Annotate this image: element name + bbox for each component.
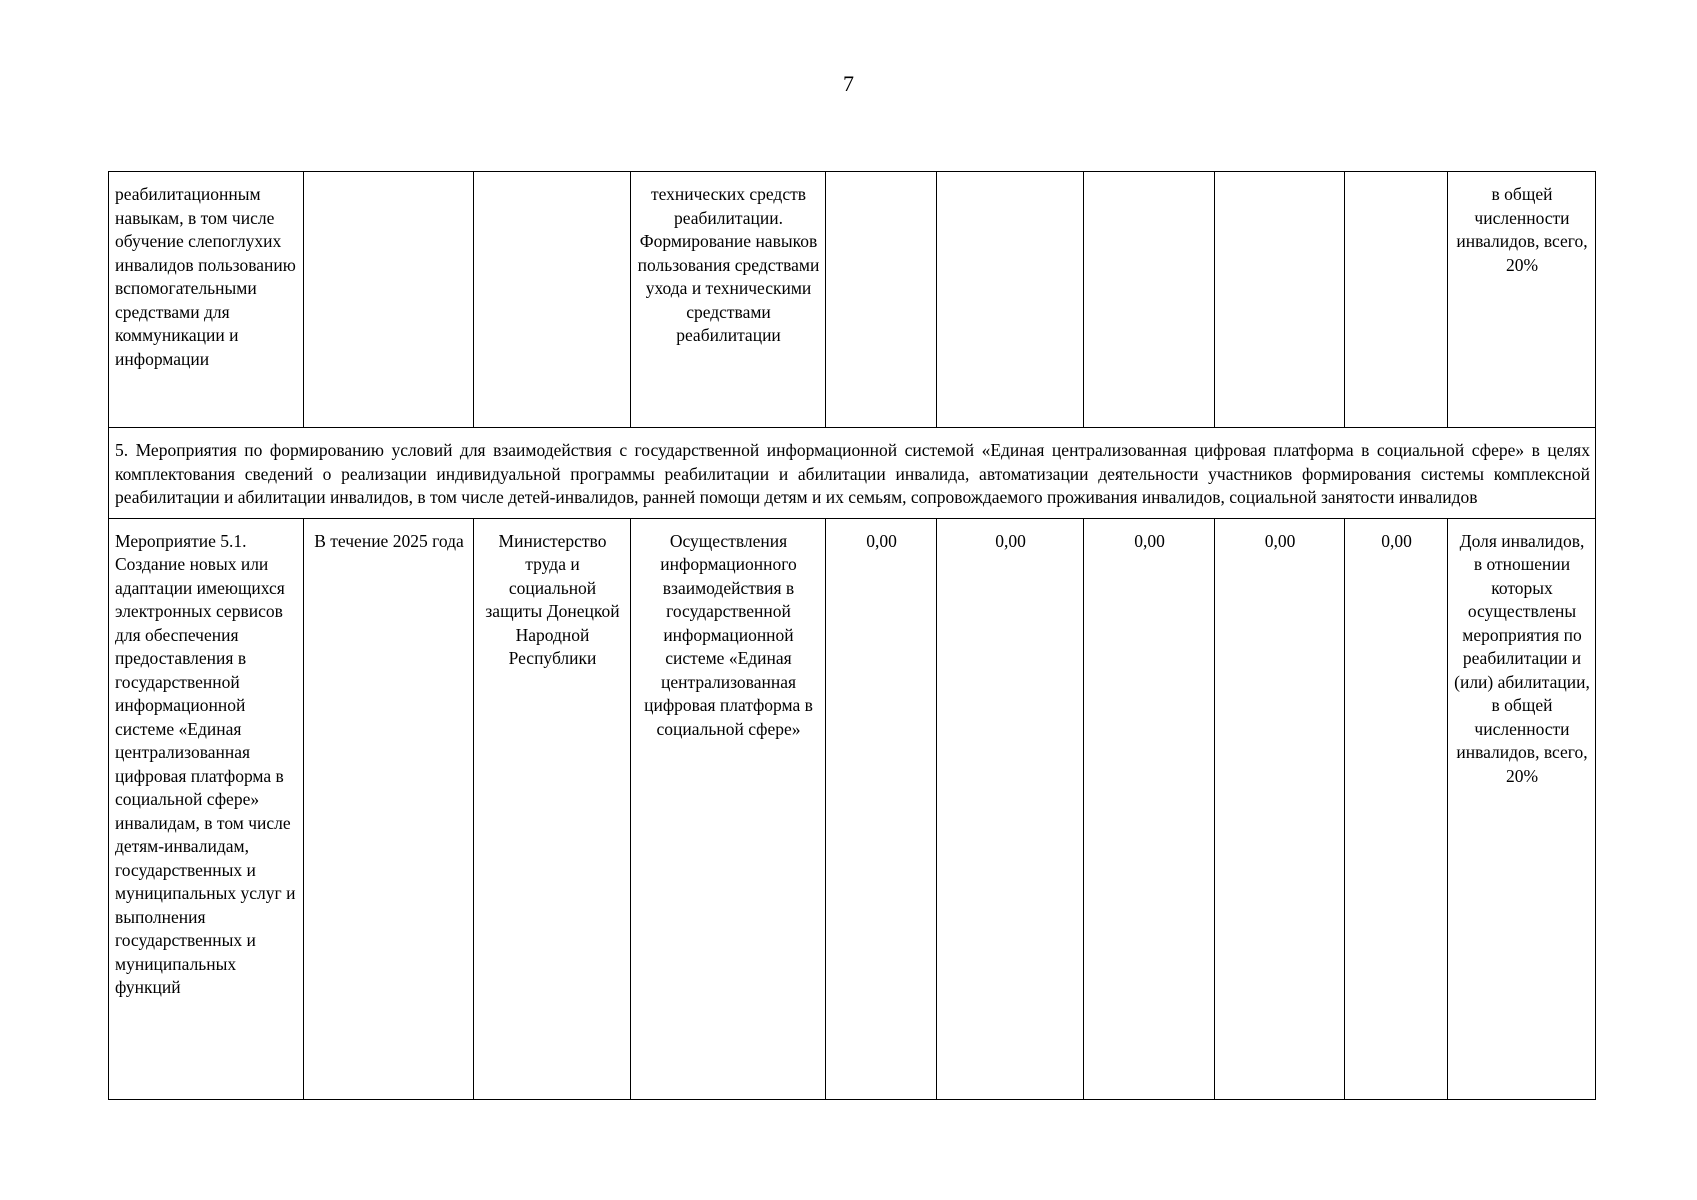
funding-cell-2 <box>937 172 1084 428</box>
activity-cell: реабилитационным навыкам, в том числе обучение слепоглухих инвалидов пользованию вспомогательными средствами для коммуникации и информации <box>109 172 304 428</box>
activities-table <box>108 171 1596 1100</box>
term-cell: В течение 2025 года <box>304 518 474 1099</box>
indicator-cell: Доля инвалидов, в отношении которых осуществлены мероприятия по реабилитации и (или) абилитации, в общей численности инвалидов, всего, 20% <box>1448 518 1596 1099</box>
funding-cell-2: 0,00 <box>937 518 1084 1099</box>
funding-cell-5 <box>1345 172 1448 428</box>
funding-cell-4 <box>1215 172 1345 428</box>
funding-cell-3 <box>1084 172 1215 428</box>
executor-cell <box>474 172 631 428</box>
section-5-heading: 5. Мероприятия по формированию условий для взаимодействия с государственной информационной системой «Единая централизованная цифровая платформа в социальной сфере» в целях комплектования сведений о реализации индивидуальной программы реабилитации и абилитации инвалида, автоматизации деятельности участников формирования системы комплексной реабилитации и абилитации инвалидов, в том числе детей-инвалидов, ранней помощи детям и их семьям, сопровождаемого проживания инвалидов, социальной занятости инвалидов <box>109 428 1596 519</box>
executor-cell: Министерство труда и социальной защиты Донецкой Народной Республики <box>474 518 631 1099</box>
funding-cell-1 <box>826 172 937 428</box>
result-cell: Осуществления информационного взаимодействия в государственной информационной системе «Единая централизованная цифровая платформа в социальной сфере» <box>631 518 826 1099</box>
result-cell: технических средств реабилитации. Формирование навыков пользования средствами ухода и техническими средствами реабилитации <box>631 172 826 428</box>
continuation-row <box>109 172 1596 428</box>
activity-cell: Мероприятие 5.1. Создание новых или адаптации имеющихся электронных сервисов для обеспечения предоставления в государственной информационной системе «Единая централизованная цифровая платформа в социальной сфере» инвалидам, в том числе детям-инвалидам, государственных и муниципальных услуг и выполнения государственных и муниципальных функций <box>109 518 304 1099</box>
funding-cell-4: 0,00 <box>1215 518 1345 1099</box>
section-heading-row <box>109 428 1596 519</box>
funding-cell-5: 0,00 <box>1345 518 1448 1099</box>
funding-cell-1: 0,00 <box>826 518 937 1099</box>
activity-row-5-1 <box>109 518 1596 1099</box>
funding-cell-3: 0,00 <box>1084 518 1215 1099</box>
page-number: 7 <box>843 71 854 96</box>
indicator-cell: в общей численности инвалидов, всего, 20% <box>1448 172 1596 428</box>
term-cell <box>304 172 474 428</box>
